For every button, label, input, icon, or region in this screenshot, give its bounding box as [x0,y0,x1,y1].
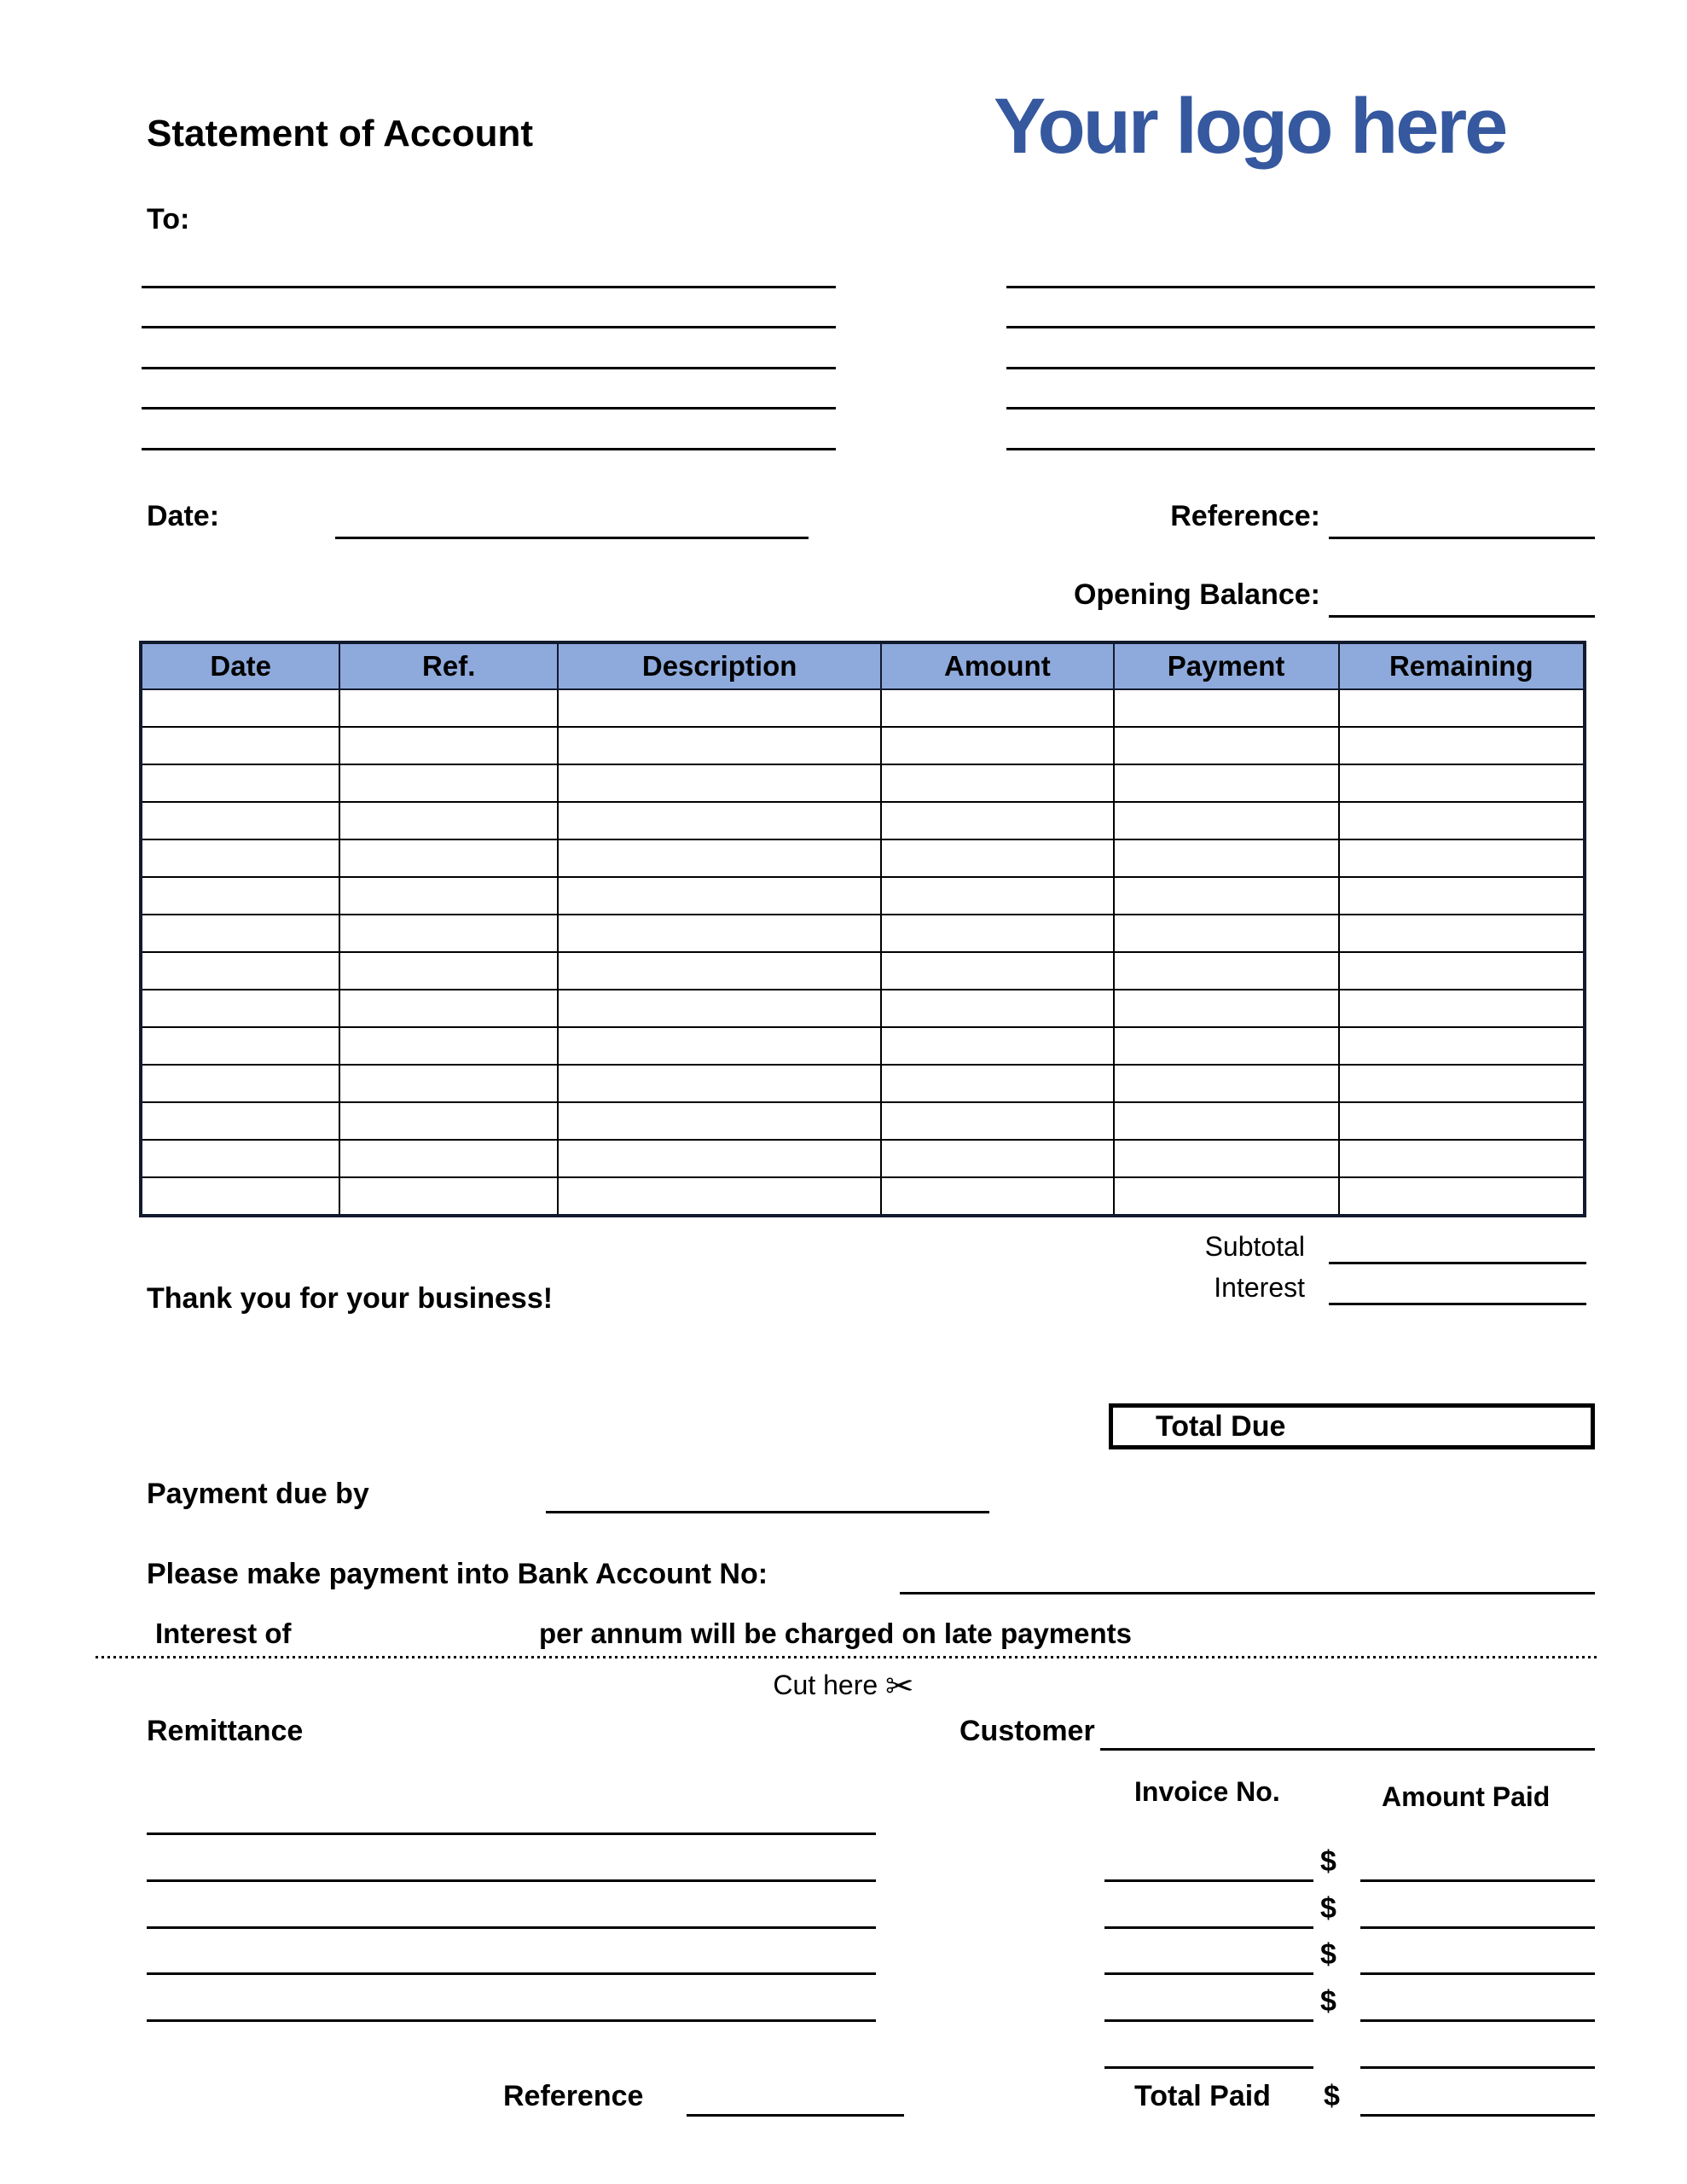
address-line [1006,286,1595,288]
table-cell [1339,990,1585,1027]
total-paid-field-line [1360,2114,1595,2117]
table-cell [141,764,339,802]
customer-field-line [1100,1748,1595,1751]
table-cell [339,689,558,727]
table-row [141,802,1585,839]
table-cell [141,1027,339,1065]
table-cell [1339,1065,1585,1102]
table-cell [339,1102,558,1140]
table-cell [1339,1102,1585,1140]
table-row [141,1065,1585,1102]
amount-paid-field-line [1360,2019,1595,2022]
table-row [141,1140,1585,1177]
table-cell [141,915,339,952]
table-cell [141,990,339,1027]
table-cell [141,877,339,915]
table-cell [881,877,1113,915]
table-cell [141,952,339,990]
reference-label: Reference: [1170,500,1320,532]
table-cell [558,1140,881,1177]
table-row [141,952,1585,990]
scissors-icon: ✂ [885,1668,914,1705]
address-line [142,367,836,369]
table-cell [881,689,1113,727]
company-logo-placeholder: Your logo here [994,83,1506,170]
table-cell [881,1140,1113,1177]
date-label: Date: [147,500,220,532]
remittance-line [147,1833,876,1835]
table-row [141,990,1585,1027]
column-header-description: Description [558,642,881,689]
table-cell [339,839,558,877]
table-cell [141,802,339,839]
table-cell [558,764,881,802]
table-cell [1339,915,1585,952]
opening-balance-label: Opening Balance: [1073,578,1320,611]
table-cell [881,915,1113,952]
table-cell [339,990,558,1027]
table-cell [339,802,558,839]
invoice-no-header: Invoice No. [1134,1776,1280,1807]
table-cell [1339,689,1585,727]
cut-here-caption [0,1667,1687,1706]
opening-balance-field-line [1329,615,1595,618]
table-cell [1339,1177,1585,1216]
remittance-line [147,2019,876,2022]
table-cell [1339,952,1585,990]
table-row [141,1027,1585,1065]
table-row [141,877,1585,915]
total-due-box [1109,1403,1595,1449]
table-cell [558,877,881,915]
table-cell [141,689,339,727]
invoice-no-field-line [1104,2019,1313,2022]
column-header-ref: Ref. [339,642,558,689]
table-cell [558,990,881,1027]
table-cell [558,839,881,877]
table-cell [1114,990,1339,1027]
table-cell [339,915,558,952]
table-cell [881,1102,1113,1140]
column-header-remaining: Remaining [1339,642,1585,689]
currency-symbol: $ [1320,1985,1336,2018]
address-line [142,326,836,328]
table-cell [141,839,339,877]
amount-paid-field-line [1360,1926,1595,1929]
bank-account-label: Please make payment into Bank Account No: [147,1558,768,1590]
table-cell [1339,727,1585,764]
customer-label: Customer [959,1715,1095,1747]
table-cell [1114,839,1339,877]
currency-symbol: $ [1320,1845,1336,1878]
total-paid-label: Total Paid [1134,2080,1271,2112]
address-line [142,286,836,288]
address-line [1006,367,1595,369]
table-cell [141,727,339,764]
table-cell [1114,802,1339,839]
amount-paid-header: Amount Paid [1382,1781,1551,1812]
table-cell [881,1065,1113,1102]
bank-account-field-line [900,1592,1595,1594]
total-paid-currency-symbol: $ [1324,2080,1340,2112]
currency-symbol: $ [1320,1938,1336,1971]
table-cell [141,1140,339,1177]
table-row [141,1177,1585,1216]
table-cell [1114,1065,1339,1102]
table-cell [1114,1140,1339,1177]
invoice-no-field-line [1104,1879,1313,1882]
table-cell [558,915,881,952]
remittance-title: Remittance [147,1715,304,1747]
address-line [142,448,836,450]
table-row [141,839,1585,877]
table-cell [141,1177,339,1216]
table-row [141,764,1585,802]
table-cell [1114,1027,1339,1065]
thank-you-message: Thank you for your business! [147,1282,554,1315]
reference-field-line [1329,537,1595,539]
table-cell [1339,877,1585,915]
invoice-no-field-line [1104,1926,1313,1929]
table-cell [339,1027,558,1065]
column-header-amount: Amount [881,642,1113,689]
late-interest-suffix: per annum will be charged on late payments [539,1618,1132,1649]
table-cell [339,1140,558,1177]
table-cell [881,802,1113,839]
table-row [141,915,1585,952]
interest-label: Interest [1214,1272,1305,1303]
column-header-date: Date [141,642,339,689]
late-interest-prefix: Interest of [155,1618,292,1649]
table-cell [881,952,1113,990]
amount-paid-field-line [1360,1879,1595,1882]
interest-field-line [1329,1303,1586,1305]
amount-paid-field-line [1360,2066,1595,2069]
subtotal-field-line [1329,1262,1586,1264]
table-cell [141,1102,339,1140]
table-cell [1114,877,1339,915]
table-row [141,727,1585,764]
date-field-line [335,537,809,539]
remittance-reference-label: Reference [503,2080,644,2112]
table-cell [881,764,1113,802]
table-cell [881,727,1113,764]
table-cell [881,1177,1113,1216]
transactions-table [139,641,1586,1217]
table-cell [339,952,558,990]
table-cell [881,990,1113,1027]
table-cell [339,1177,558,1216]
table-cell [1114,764,1339,802]
amount-paid-field-line [1360,1972,1595,1975]
table-cell [558,802,881,839]
invoice-no-field-line [1104,2066,1313,2069]
remittance-line [147,1972,876,1975]
table-cell [1339,764,1585,802]
table-cell [339,764,558,802]
table-cell [1339,1140,1585,1177]
table-cell [558,952,881,990]
table-cell [558,1065,881,1102]
table-row [141,689,1585,727]
subtotal-label: Subtotal [1204,1231,1305,1262]
to-label: To: [147,203,190,235]
table-cell [881,839,1113,877]
remittance-reference-field-line [687,2114,904,2117]
table-cell [558,727,881,764]
table-cell [1114,915,1339,952]
invoice-no-field-line [1104,1972,1313,1975]
table-cell [558,1177,881,1216]
table-cell [1339,839,1585,877]
table-cell [1114,689,1339,727]
table-cell [339,727,558,764]
table-cell [1114,1177,1339,1216]
address-line [1006,326,1595,328]
cut-here-label: Cut here [773,1670,878,1700]
page-title: Statement of Account [147,113,534,154]
remittance-line [147,1926,876,1929]
table-cell [1114,952,1339,990]
address-line [142,407,836,410]
cut-dotted-line [96,1656,1600,1658]
table-cell [1339,1027,1585,1065]
table-cell [339,1065,558,1102]
transactions-table-header [141,642,1585,689]
table-cell [1114,1102,1339,1140]
total-due-label: Total Due [1156,1409,1286,1443]
remittance-line [147,1879,876,1882]
table-cell [1339,802,1585,839]
table-cell [339,877,558,915]
payment-due-by-label: Payment due by [147,1478,369,1510]
table-cell [558,1027,881,1065]
column-header-payment: Payment [1114,642,1339,689]
address-line [1006,407,1595,410]
table-row [141,1102,1585,1140]
table-cell [141,1065,339,1102]
table-cell [1114,727,1339,764]
table-cell [881,1027,1113,1065]
table-cell [558,1102,881,1140]
currency-symbol: $ [1320,1892,1336,1925]
table-cell [558,689,881,727]
address-line [1006,448,1595,450]
payment-due-by-field-line [546,1511,989,1513]
